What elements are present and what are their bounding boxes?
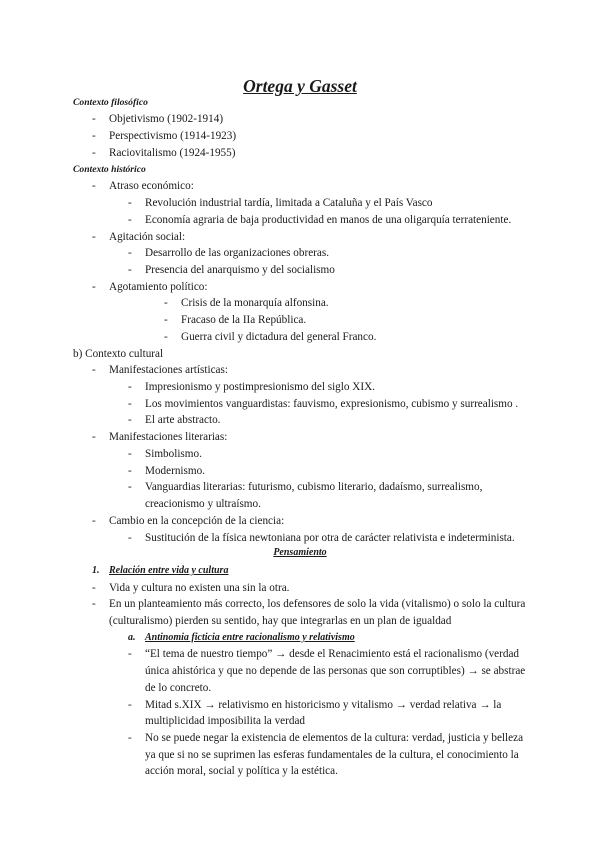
section-heading-pensamiento: Pensamiento [273,547,327,558]
dash-bullet: - [92,364,96,376]
list-item-continuation: ya que si no se suprimen las esferas fundamentales de la cultura, el conocimiento la [145,749,519,761]
list-item: No se puede negar la existencia de elementos de la cultura: verdad, justicia y belleza [145,732,524,744]
list-item: Atraso económico: [109,180,194,192]
section-title-vida-cultura: Relación entre vida y cultura [109,565,229,576]
list-item-continuation: creacionismo y ultraísmo. [145,498,261,510]
page-title: Ortega y Gasset [243,76,357,96]
list-item: Sustitución de la física newtoniana por otra de carácter relativista e indeterminista. [145,532,515,544]
dash-bullet: - [128,398,132,410]
dash-bullet: - [128,732,132,744]
dash-bullet: - [92,431,96,443]
subsection-title: Antinomia ficticia entre racionalismo y relativismo [145,632,355,643]
dash-bullet: - [128,648,132,660]
dash-bullet: - [128,214,132,226]
heading-contexto-cultural: b) Contexto cultural [73,348,164,360]
dash-bullet: - [92,515,96,527]
dash-bullet: - [92,582,96,594]
list-item: Impresionismo y postimpresionismo del siglo XIX. [145,381,375,393]
list-item: Guerra civil y dictadura del general Franco. [181,331,377,343]
dash-bullet: - [128,699,132,711]
dash-bullet: - [128,247,132,259]
dash-bullet: - [128,465,132,477]
list-item: Manifestaciones literarias: [109,431,228,443]
list-item: “El tema de nuestro tiempo” → desde el Renacimiento está el racionalismo (verdad [145,648,520,660]
heading-contexto-historico: Contexto histórico [73,164,146,175]
list-item: Agotamiento político: [109,281,208,293]
list-item: Revolución industrial tardía, limitada a Cataluña y el País Vasco [145,197,433,209]
dash-bullet: - [128,197,132,209]
dash-bullet: - [92,180,96,192]
list-item: Manifestaciones artísticas: [109,364,228,376]
list-item-continuation: (culturalismo) pierden su sentido, hay que integrarlas en un plan de igualdad [109,615,452,627]
list-item: Agitación social: [109,231,186,243]
dash-bullet: - [128,414,132,426]
list-item: Objetivismo (1902-1914) [109,113,224,125]
list-item-continuation: acción moral, social y política y la estética. [145,765,338,777]
dash-bullet: - [128,381,132,393]
list-item: Simbolismo. [145,448,202,460]
dash-bullet: - [92,113,96,125]
list-item: Los movimientos vanguardistas: fauvismo, expresionismo, cubismo y surrealismo . [145,398,519,410]
list-item: Fracaso de la IIa República. [181,314,307,326]
heading-contexto-filosofico: Contexto filosófico [73,97,148,108]
dash-bullet: - [92,598,96,610]
dash-bullet: - [128,532,132,544]
dash-bullet: - [92,130,96,142]
list-item: Presencia del anarquismo y del socialismo [145,264,335,276]
list-item: Mitad s.XIX → relativismo en historicismo y vitalismo → verdad relativa → la [145,699,502,711]
dash-bullet: - [128,481,132,493]
list-item-continuation: de lo concreto. [145,682,212,694]
dash-bullet: - [128,448,132,460]
subsection-letter: a. [128,632,136,643]
section-number: 1. [92,565,100,576]
dash-bullet: - [164,314,168,326]
dash-bullet: - [128,264,132,276]
list-item: Vida y cultura no existen una sin la otra. [109,582,290,594]
dash-bullet: - [92,281,96,293]
dash-bullet: - [164,297,168,309]
list-item-continuation: multiplicidad imposibilita la verdad [145,715,306,727]
list-item: El arte abstracto. [145,414,221,426]
list-item: Perspectivismo (1914-1923) [109,130,237,142]
list-item: Modernismo. [145,465,205,477]
list-item-continuation: única ahistórica y que no depende de las personas que son corruptibles) → se abstrae [145,665,526,677]
list-item: Cambio en la concepción de la ciencia: [109,515,285,527]
list-item: Crisis de la monarquía alfonsina. [181,297,329,309]
list-item: En un planteamiento más correcto, los defensores de solo la vida (vitalismo) o solo la cultura [109,598,526,610]
list-item: Economía agraria de baja productividad en manos de una oligarquía terrateniente. [145,214,512,226]
list-item: Raciovitalismo (1924-1955) [109,147,236,159]
dash-bullet: - [164,331,168,343]
list-item: Desarrollo de las organizaciones obreras. [145,247,330,259]
list-item: Vanguardias literarias: futurismo, cubismo literario, dadaísmo, surrealismo, [145,481,483,493]
dash-bullet: - [92,147,96,159]
dash-bullet: - [92,231,96,243]
